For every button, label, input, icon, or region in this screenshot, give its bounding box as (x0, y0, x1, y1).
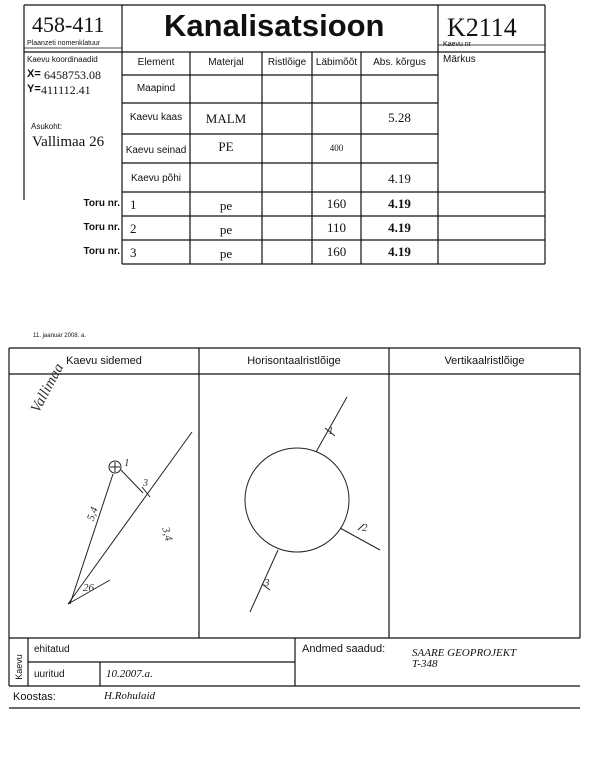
row-abs-height: 5.28 (388, 110, 411, 125)
sketch-label: 3,4 (159, 525, 175, 543)
sheet-caption: Plaanzeti nomenklatuur (27, 40, 101, 47)
pipe-number: 2 (130, 221, 137, 236)
data-from-code: T-348 (412, 658, 438, 670)
location-caption: Asukoht: (31, 122, 63, 131)
sketch-street-name: Vallimaa (28, 360, 68, 416)
col-remarks: Märkus (443, 54, 476, 65)
panel-title-vertical: Vertikaalristlõige (444, 355, 525, 367)
measured-label: uuritud (34, 669, 65, 680)
x-label: X= (27, 68, 41, 80)
pipe-number: 1 (130, 197, 137, 212)
y-coordinate: 411112.41 (41, 83, 91, 97)
sketch-label: 26 (83, 582, 94, 594)
pipe-diameter: 160 (326, 244, 347, 259)
pipe-abs-height: 4.19 (388, 220, 411, 235)
y-label: Y= (27, 83, 41, 95)
sketch-label: 5,4 (84, 505, 101, 523)
row-element: Kaevu kaas (129, 112, 183, 123)
col-cross-section: Ristlõige (267, 57, 307, 68)
row-diameter: 400 (329, 143, 344, 153)
compiled-label: Koostas: (13, 691, 56, 703)
pipe-label: Toru nr. (83, 198, 120, 209)
date-line: 11. jaanuar 2008. a. (33, 333, 86, 339)
sketch-label: 3 (143, 478, 148, 489)
pipe-label: Toru nr. (83, 222, 120, 233)
x-coordinate: 6458753.08 (44, 68, 101, 82)
well-caption: Kaevu nr (443, 41, 472, 48)
row-element: Kaevu põhi (130, 173, 182, 184)
compiled-value: H.Rohulaid (104, 690, 156, 702)
location-value: Vallimaa 26 (32, 134, 105, 150)
built-label: ehitatud (34, 644, 70, 655)
data-from-value: SAARE GEOPROJEKT (412, 647, 517, 659)
footer-side-label: Kaevu (14, 654, 24, 680)
well-id: K2114 (447, 13, 517, 42)
sheet-number: 458-411 (32, 12, 105, 37)
panel-title-connections: Kaevu sidemed (66, 355, 142, 367)
measured-value: 10.2007.a. (106, 668, 153, 680)
pipe-abs-height: 4.19 (388, 196, 411, 211)
panel-title-horizontal: Horisontaalristlõige (247, 355, 341, 367)
col-element: Element (137, 57, 175, 68)
row-material: MALM (205, 111, 247, 126)
pipe-material: pe (219, 222, 233, 237)
row-material: PE (218, 139, 234, 154)
well-cross-section (245, 448, 349, 552)
sketch-pipe-label: 2 (362, 522, 368, 534)
pipe-material: pe (219, 198, 233, 213)
col-abs-height: Abs. kõrgus (373, 57, 426, 68)
pipe-abs-height: 4.19 (388, 244, 411, 259)
data-from-label: Andmed saadud: (302, 643, 386, 655)
col-diameter: Läbimõõt (315, 57, 358, 68)
pipe-label: Toru nr. (83, 246, 120, 257)
pipe-diameter: 160 (326, 196, 347, 211)
pipe-material: pe (219, 246, 233, 261)
row-element: Kaevu seinad (125, 145, 187, 156)
pipe-number: 3 (130, 245, 137, 260)
sketch-pipe-label: 3 (264, 577, 270, 589)
pipe-2-line (340, 528, 380, 550)
col-material: Materjal (208, 57, 244, 68)
coords-caption: Kaevu koordinaadid (27, 55, 98, 64)
page-title: Kanalisatsioon (164, 8, 385, 43)
row-abs-height: 4.19 (388, 171, 411, 186)
pipe-diameter: 110 (326, 220, 347, 235)
sketch-label: 1 (124, 457, 130, 469)
sketch-pipe-label: 1 (328, 425, 334, 437)
row-element: Maapind (136, 83, 176, 94)
